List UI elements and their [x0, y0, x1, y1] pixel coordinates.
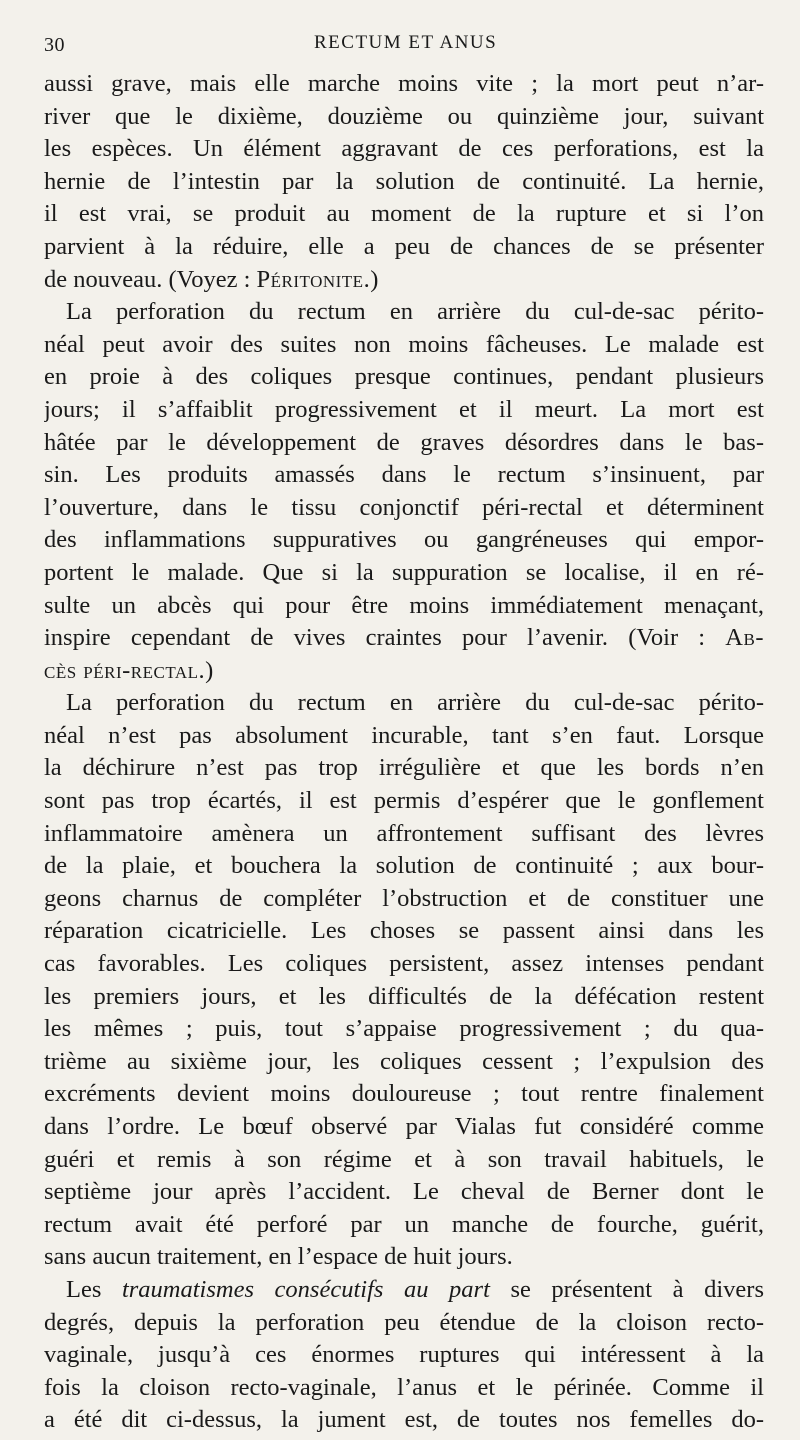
small-caps-reference: cès péri-rectal. [44, 656, 206, 684]
text-line [44, 818, 764, 851]
text-line [44, 590, 764, 623]
text-line [44, 1209, 764, 1242]
text-line [44, 524, 764, 557]
text-segment: jours; il s’affaiblit progressivement et il meurt. La mort est [44, 395, 764, 423]
text-segment: guéri et remis à son régime et à son travail habituels, le [44, 1145, 764, 1173]
text-line [44, 1241, 764, 1274]
text-line [44, 459, 764, 492]
text-line [44, 231, 764, 264]
text-line [44, 883, 764, 916]
text-line [44, 427, 764, 460]
text-line [44, 915, 764, 948]
text-segment: en proie à des coliques presque continues, pendant plusieurs [44, 363, 764, 391]
text-segment: néal n’est pas absolument incurable, tant s’en faut. Lorsque [44, 721, 764, 749]
page-header [44, 28, 760, 58]
text-segment: vaginale, jusqu’à ces énormes ruptures qui intéressent à la [44, 1341, 764, 1369]
text-segment: se présentent à divers [489, 1275, 764, 1303]
text-line [44, 1013, 764, 1046]
text-segment: des inflammations suppuratives ou gangréneuses qui empor- [44, 526, 764, 554]
text-line [44, 361, 764, 394]
small-caps-reference: Ab- [725, 624, 764, 652]
text-segment: les espèces. Un élément aggravant de ces perforations, est la [44, 135, 764, 163]
text-line [44, 687, 764, 720]
text-segment: cas favorables. Les coliques persistent, assez intenses pendant [44, 950, 764, 978]
text-segment: trième au sixième jour, les coliques cessent ; l’expulsion des [44, 1047, 764, 1075]
text-segment: portent le malade. Que si la suppuration se localise, il en ré- [44, 558, 764, 586]
text-segment: ) [370, 265, 379, 293]
text-segment: sont pas trop écartés, il est permis d’espérer que le gonflement [44, 787, 764, 815]
text-line [44, 1339, 764, 1372]
text-line [44, 850, 764, 883]
text-line [44, 785, 764, 818]
text-segment: l’ouverture, dans le tissu conjonctif péri-rectal et déterminent [44, 493, 764, 521]
text-line [44, 492, 764, 525]
text-line [44, 622, 764, 655]
running-title: RECTUM ET ANUS [314, 32, 498, 53]
text-line [44, 655, 764, 688]
text-line [44, 1144, 764, 1177]
text-segment: hâtée par le développement de graves désordres dans le bas- [44, 428, 764, 456]
text-segment: La perforation du rectum en arrière du cul-de-sac périto- [66, 689, 764, 717]
text-line [44, 198, 764, 231]
text-line [44, 752, 764, 785]
text-segment: la déchirure n’est pas trop irrégulière et que les bords n’en [44, 754, 764, 782]
text-segment: inflammatoire amènera un affrontement suffisant des lèvres [44, 819, 764, 847]
text-line [44, 296, 764, 329]
text-line [44, 133, 764, 166]
text-segment: aussi grave, mais elle marche moins vite ; la mort peut n’ar- [44, 70, 764, 97]
text-segment: les mêmes ; puis, tout s’appaise progressivement ; du qua- [44, 1015, 764, 1043]
text-line [44, 1307, 764, 1340]
text-segment: river que le dixième, douzième ou quinzième jour, suivant [44, 102, 764, 130]
text-segment: il est vrai, se produit au moment de la rupture et si l’on [44, 200, 764, 228]
text-line [44, 1078, 764, 1111]
text-segment: sin. Les produits amassés dans le rectum s’insinuent, par [44, 461, 764, 489]
text-segment: fois la cloison recto-vaginale, l’anus et le périnée. Comme il [44, 1373, 764, 1401]
text-segment: Les [66, 1275, 122, 1303]
text-segment: degrés, depuis la perforation peu étendue de la cloison recto- [44, 1308, 764, 1336]
text-segment: dans l’ordre. Le bœuf observé par Vialas fut considéré comme [44, 1113, 764, 1140]
text-line [44, 557, 764, 590]
text-segment: les premiers jours, et les difficultés de la défécation restent [44, 982, 764, 1010]
text-line [44, 948, 764, 981]
text-line [44, 1176, 764, 1209]
text-line [44, 101, 764, 134]
page-number: 30 [44, 34, 65, 56]
text-line [44, 1111, 764, 1144]
text-segment: de la plaie, et bouchera la solution de continuité ; aux bour- [44, 852, 764, 880]
text-segment: néal peut avoir des suites non moins fâcheuses. Le malade est [44, 330, 764, 358]
text-line [44, 264, 764, 297]
italic-term: traumatismes consécutifs au part [121, 1275, 490, 1303]
text-segment: a été dit ci-dessus, la jument est, de toutes nos femelles do- [44, 1406, 764, 1434]
text-line [44, 1046, 764, 1079]
text-segment: sans aucun traitement, en l’espace de huit jours. [44, 1243, 513, 1271]
text-line [44, 166, 764, 199]
text-line [44, 1274, 764, 1307]
text-segment: parvient à la réduire, elle a peu de chances de se présenter [44, 232, 764, 260]
text-line [44, 68, 764, 101]
text-segment: excréments devient moins douloureuse ; tout rentre finalement [44, 1080, 764, 1108]
text-segment: inspire cependant de vives craintes pour l’avenir. (Voir : [44, 624, 726, 652]
text-segment: hernie de l’intestin par la solution de continuité. La hernie, [44, 167, 764, 195]
text-segment: réparation cicatricielle. Les choses se passent ainsi dans les [44, 917, 764, 945]
text-segment: ) [205, 656, 214, 684]
text-segment: geons charnus de compléter l’obstruction et de constituer une [44, 884, 764, 912]
text-segment: La perforation du rectum en arrière du cul-de-sac périto- [66, 298, 764, 326]
body-text [44, 68, 764, 1437]
text-line [44, 1372, 764, 1405]
text-segment: de nouveau. (Voyez : [44, 265, 257, 293]
text-segment: septième jour après l’accident. Le cheval de Berner dont le [44, 1178, 764, 1206]
text-line [44, 1404, 764, 1437]
text-line [44, 720, 764, 753]
text-line [44, 394, 764, 427]
small-caps-reference: Péritonite. [256, 265, 371, 293]
text-line [44, 329, 764, 362]
text-segment: sulte un abcès qui pour être moins immédiatement menaçant, [44, 591, 764, 619]
text-line [44, 981, 764, 1014]
text-segment: rectum avait été perforé par un manche de fourche, guérit, [44, 1210, 764, 1238]
